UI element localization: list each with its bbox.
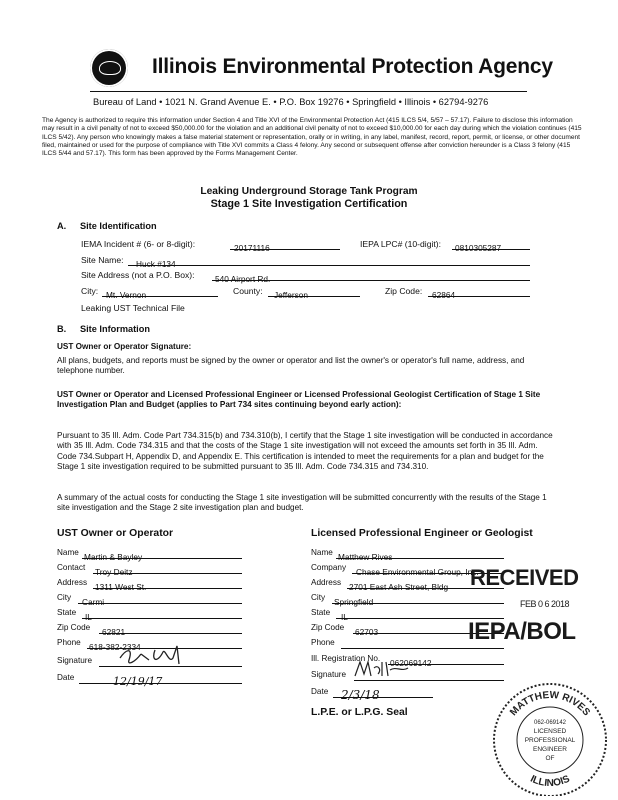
- owner-address-label: Address: [57, 578, 88, 587]
- legal-notice: The Agency is authorized to require this information under Section 4 and Title XVI of the Environmental Protection Act (415 ILCS 5/4, 5/57 – 57.17). Failure to disclose this information may result in a civil penalty of not to exceed $50,000.00 for the violation and an additional civil penalty of not to exceed $10,000.00 for each day during which the violation continues (415 ILCS 5/42). Any person who knowingly makes a false material statement or representation, orally or in writing, in any label, manifest, record, report, permit, or license, or other document filed, maintained or used for the purpose of compliance with Title XVI commits a Class 4 felony. Any second or subsequent offense after conviction hereunder is a Class 3 felony (415 ILCS 5/44 and 57.17). This form has been approved by the Forms Management Center.: [42, 117, 582, 158]
- section-a-letter: A.: [57, 221, 67, 231]
- engineer-address-label: Address: [311, 578, 342, 587]
- county-field[interactable]: [268, 285, 360, 300]
- pe-seal-line1: LICENSED: [533, 728, 567, 735]
- section-b-heading: Site Information: [80, 324, 150, 334]
- header-rule: [90, 91, 527, 92]
- engineer-phone-label: Phone: [311, 638, 335, 647]
- owner-signature-label: Signature: [57, 656, 93, 665]
- engineer-zip-label: Zip Code: [311, 623, 345, 632]
- engineer-city-value: Springfield: [334, 597, 374, 607]
- owner-state-field[interactable]: [82, 607, 242, 622]
- section-a-heading: Site Identification: [80, 221, 157, 231]
- county-label: County:: [233, 286, 263, 296]
- engineer-state-value: IL: [341, 612, 348, 622]
- owner-zip-value: 62821: [102, 627, 126, 637]
- pe-seal: [486, 678, 614, 796]
- engineer-date-field[interactable]: [333, 686, 433, 702]
- owner-city-value: Carmi: [82, 597, 105, 607]
- owner-contact-label: Contact: [57, 563, 86, 572]
- engineer-registration-value: 062069142: [390, 658, 432, 668]
- agency-name: Illinois Environmental Protection Agency: [152, 55, 553, 78]
- owner-column-heading: UST Owner or Operator: [57, 528, 174, 539]
- pe-seal-number: 062-069142: [533, 720, 567, 726]
- owner-zip-label: Zip Code: [57, 623, 91, 632]
- engineer-signature-scribble: [352, 656, 412, 682]
- svg-text:MATTHEW RIVES: [508, 690, 592, 719]
- lpc-field[interactable]: [452, 238, 530, 253]
- engineer-address-value: 2701 East Ash Street, Bldg: [349, 582, 449, 592]
- certification-text: Pursuant to 35 Ill. Adm. Code Part 734.315(b) and 734.310(b), I certify that the Stage 1 site investigation will be conducted in accordance with 35 Ill. Adm. Code 734.315 and that the costs of the Stage 1 site investigation will not exceed the amounts set forth in 35 Ill. Adm. Code 734.Subpart H, Appendix D, and Appendix E. This certification is intended to meet the requirements for a plan and budget for the Stage 1 site investigation required to be submitted pursuant to 35 Ill. Adm. Code 734.315 and 734.310.: [57, 431, 553, 471]
- pe-seal-line4: OF: [545, 755, 555, 762]
- owner-state-label: State: [57, 608, 77, 617]
- iema-incident-label: IEMA Incident # (6- or 8-digit):: [81, 239, 196, 249]
- city-field[interactable]: [102, 285, 218, 300]
- received-stamp: RECEIVED: [470, 565, 579, 590]
- owner-signature-heading: UST Owner or Operator Signature:: [57, 342, 192, 351]
- technical-file-label: Leaking UST Technical File: [81, 303, 185, 313]
- engineer-name-value: Matthew Rives: [338, 552, 393, 562]
- site-name-value: Huck #134: [136, 259, 176, 269]
- engineer-zip-value: 62703: [355, 627, 379, 637]
- owner-name-value: Martin & Bayley: [84, 552, 143, 562]
- site-name-label: Site Name:: [81, 255, 124, 265]
- engineer-date-value: 2/3/18: [341, 688, 380, 702]
- lpc-value: 0810305287: [455, 243, 502, 253]
- pe-seal-state: ILLINOIS: [528, 773, 572, 790]
- owner-zip-field[interactable]: [99, 622, 242, 637]
- pe-seal-name: MATTHEW RIVES: [508, 689, 592, 719]
- iepa-bol-stamp: IEPA/BOL: [468, 618, 576, 645]
- owner-date-value: 12/19/17: [113, 675, 163, 688]
- owner-name-field[interactable]: [82, 547, 242, 562]
- engineer-column-heading: Licensed Professional Engineer or Geologist: [311, 528, 533, 539]
- owner-name-label: Name: [57, 548, 79, 557]
- owner-city-field[interactable]: [78, 592, 242, 607]
- site-address-field[interactable]: [212, 269, 530, 284]
- owner-date-label: Date: [57, 673, 75, 682]
- form-title: Stage 1 Site Investigation Certification: [210, 198, 408, 210]
- engineer-company-label: Company: [311, 563, 347, 572]
- owner-contact-value: Troy Deitz: [95, 567, 133, 577]
- received-date-stamp: FEB 0 6 2018: [520, 599, 570, 609]
- zip-value: 62864: [432, 290, 456, 300]
- site-address-value: 540 Airport Rd.: [215, 274, 271, 284]
- lpc-label: IEPA LPC# (10-digit):: [360, 239, 442, 249]
- engineer-company-value: Chase Environmental Group, Inc.: [356, 567, 479, 577]
- cost-summary-text: A summary of the actual costs for conducting the Stage 1 site investigation will be submitted concurrently with the results of the Stage 1 site investigation and the Stage 2 site investigation plan and budget.: [57, 493, 547, 513]
- agency-address: Bureau of Land • 1021 N. Grand Avenue E. • P.O. Box 19276 • Springfield • Illinois • 62794-9276: [93, 97, 489, 107]
- owner-address-value: 1311 West St.: [95, 582, 147, 592]
- engineer-date-label: Date: [311, 687, 329, 696]
- engineer-registration-label: Ill. Registration No.: [311, 654, 381, 663]
- engineer-city-field[interactable]: [332, 592, 504, 607]
- county-value: Jefferson: [274, 290, 308, 300]
- city-value: Mt. Vernon: [106, 290, 147, 300]
- engineer-name-label: Name: [311, 548, 333, 557]
- engineer-signature-label: Signature: [311, 670, 347, 679]
- city-label: City:: [81, 286, 99, 296]
- zip-field[interactable]: [428, 285, 530, 300]
- owner-address-field[interactable]: [93, 577, 242, 592]
- program-title: Leaking Underground Storage Tank Program: [200, 186, 418, 197]
- owner-signature-text: All plans, budgets, and reports must be signed by the owner or operator and list the owner's or operator's full name, address, and telephone number.: [57, 356, 525, 376]
- owner-phone-value: 618-382-2334: [89, 642, 141, 652]
- seal-label: L.P.E. or L.P.G. Seal: [311, 707, 408, 718]
- owner-contact-field[interactable]: [93, 562, 242, 577]
- iema-incident-field[interactable]: [230, 238, 340, 253]
- engineer-state-label: State: [311, 608, 331, 617]
- engineer-city-label: City: [311, 593, 326, 602]
- site-name-field[interactable]: [128, 254, 530, 269]
- owner-state-value: IL: [85, 612, 92, 622]
- certification-heading: UST Owner or Operator and Licensed Professional Engineer or Licensed Professional Geologist Certification of Stage 1 Site Investigation Plan and Budget (applies to Part 734 sites continuing beyond early action):: [57, 390, 541, 410]
- owner-phone-label: Phone: [57, 638, 81, 647]
- iema-incident-value: 20171116: [234, 243, 270, 253]
- site-address-label: Site Address (not a P.O. Box):: [81, 270, 195, 280]
- pe-seal-line2: PROFESSIONAL: [524, 737, 576, 744]
- owner-signature-scribble: [115, 638, 195, 670]
- section-b-letter: B.: [57, 324, 67, 334]
- owner-city-label: City: [57, 593, 72, 602]
- engineer-name-field[interactable]: [336, 547, 504, 562]
- agency-seal-logo: [90, 49, 128, 87]
- pe-seal-line3: ENGINEER: [533, 746, 567, 753]
- svg-text:ILLINOIS: [528, 773, 571, 789]
- owner-date-field[interactable]: [79, 672, 242, 688]
- zip-label: Zip Code:: [385, 286, 423, 296]
